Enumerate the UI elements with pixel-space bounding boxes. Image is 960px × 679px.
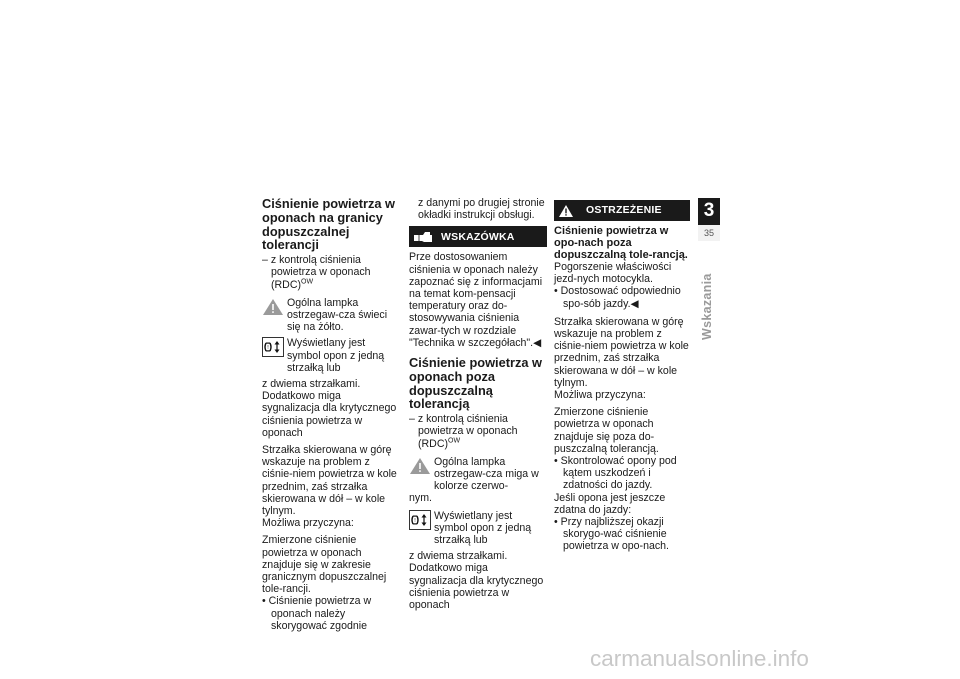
arrow-explanation: Strzałka skierowana w górę wskazuje na problem z ciśnie-niem powietrza w kole przednim, zaś strzałka skierowana w dół – w kole tylnym. [262, 444, 397, 518]
rdc-option-note: – z kontrolą ciśnienia powietrza w oponach (RDC)$^{OW}$ [262, 254, 371, 291]
option-superscript: OW [301, 278, 314, 286]
tyre-symbol-row [262, 337, 400, 374]
column-3 [554, 197, 690, 553]
bullet-correct-pressure-2: • Przy najbliższej okazji skorygo-wać ciśnienie powietrza w opo-nach. [554, 516, 669, 553]
note-text: Prze dostosowaniem ciśnienia w oponach należy zapoznać się z informacjami na temat kom-pensacji temperatury oraz do-stosowywania ciśnienia zawar-tych w rozdziale "Technika w szczegółach".◀ [409, 251, 543, 349]
warning-heading: Ciśnienie powietrza w opo-nach poza dopuszczalną tole-rancją. [554, 225, 688, 261]
cause-description: Zmierzone ciśnienie powietrza w oponach znajduje się w zakresie granicznym dopuszczalnej tole-rancji. [262, 534, 387, 596]
svg-text:!: ! [266, 345, 270, 352]
bullet-check-tyres: • Skontrolować opony pod kątem uszkodzeń i zdatności do jazdy. [554, 455, 677, 492]
section-heading-tolerance-limit: Ciśnienie powietrza w oponach na granicy dopuszczalnej tolerancji [262, 196, 395, 253]
warning-triangle-icon [409, 456, 431, 476]
warning-triangle-icon [262, 297, 284, 317]
warning-lamp-continued: nym. [409, 492, 432, 505]
section-side-label: Wskazania [700, 273, 714, 340]
tyre-pressure-icon [262, 337, 284, 357]
option-superscript-2: OW [448, 437, 461, 445]
warning-lamp-text: Ogólna lampka ostrzegaw-cza świeci się na żółto. [287, 296, 388, 334]
tyre-pressure-icon [409, 510, 431, 530]
bullet-continued: z danymi po drugiej stronie okładki instrukcji obsługi. [418, 197, 545, 222]
page-number: 35 [703, 228, 714, 238]
warning-label: OSTRZEŻENIE [586, 204, 662, 217]
note-label: WSKAZÓWKA [441, 230, 515, 243]
possible-cause-label-2: Możliwa przyczyna: [554, 389, 646, 402]
warning-triangle-icon [558, 203, 580, 219]
chapter-number: 3 [703, 200, 715, 221]
warning-header [554, 200, 690, 221]
cause-description-2: Zmierzone ciśnienie powietrza w oponach znajduje się poza do-puszczalną tolerancją. [554, 406, 659, 455]
watermark-text: carmanualsonline.info [590, 646, 809, 671]
tyre-symbol-row-2 [409, 510, 547, 547]
tyre-symbol-continued: z dwiema strzałkami. Dodatkowo miga sygnalizacja dla krytycznego ciśnienia powietrza w oponach [262, 378, 397, 439]
tyre-symbol-text: Wyświetlany jest symbol opon z jedną strzałką lub [287, 337, 385, 374]
column-2 [409, 197, 547, 616]
warning-lamp-row [262, 297, 400, 334]
possible-cause-label: Możliwa przyczyna: [262, 517, 354, 530]
warning-lamp-row-2 [409, 456, 547, 493]
note-header [409, 226, 547, 247]
tyre-symbol-continued-2: z dwiema strzałkami. Dodatkowo miga sygnalizacja dla krytycznego ciśnienia powietrza w oponach [409, 550, 544, 612]
svg-text:!: ! [413, 517, 417, 524]
warning-bullet: • Dostosować odpowiednio spo-sób jazdy.◀ [554, 285, 681, 310]
arrow-explanation-2: Strzałka skierowana w górę wskazuje na problem z ciśnie-niem powietrza w kole przednim, zaś strzałka skierowana w dół – w kole tylnym. [554, 315, 689, 389]
warning-text: Pogorszenie właściwości jezd-nych motocykla. [554, 261, 672, 286]
bullet-correct-pressure: • Ciśnienie powietrza w oponach należy skorygować zgodnie [262, 595, 372, 632]
rdc-option-note-2: – z kontrolą ciśnienia powietrza w oponach (RDC)$^{OW}$ [409, 413, 518, 450]
tyre-symbol-text-2: Wyświetlany jest symbol opon z jedną strzałką lub [434, 509, 532, 547]
column-1 [262, 197, 400, 632]
warning-lamp-text-2: Ogólna lampka ostrzegaw-cza miga w kolorze czerwo- [434, 455, 539, 493]
if-roadworthy-text: Jeśli opona jest jeszcze zdatna do jazdy: [554, 491, 666, 516]
section-heading-outside-tolerance: Ciśnienie powietrza w oponach poza dopuszczalną tolerancją [409, 355, 542, 412]
note-hand-icon [413, 229, 435, 245]
